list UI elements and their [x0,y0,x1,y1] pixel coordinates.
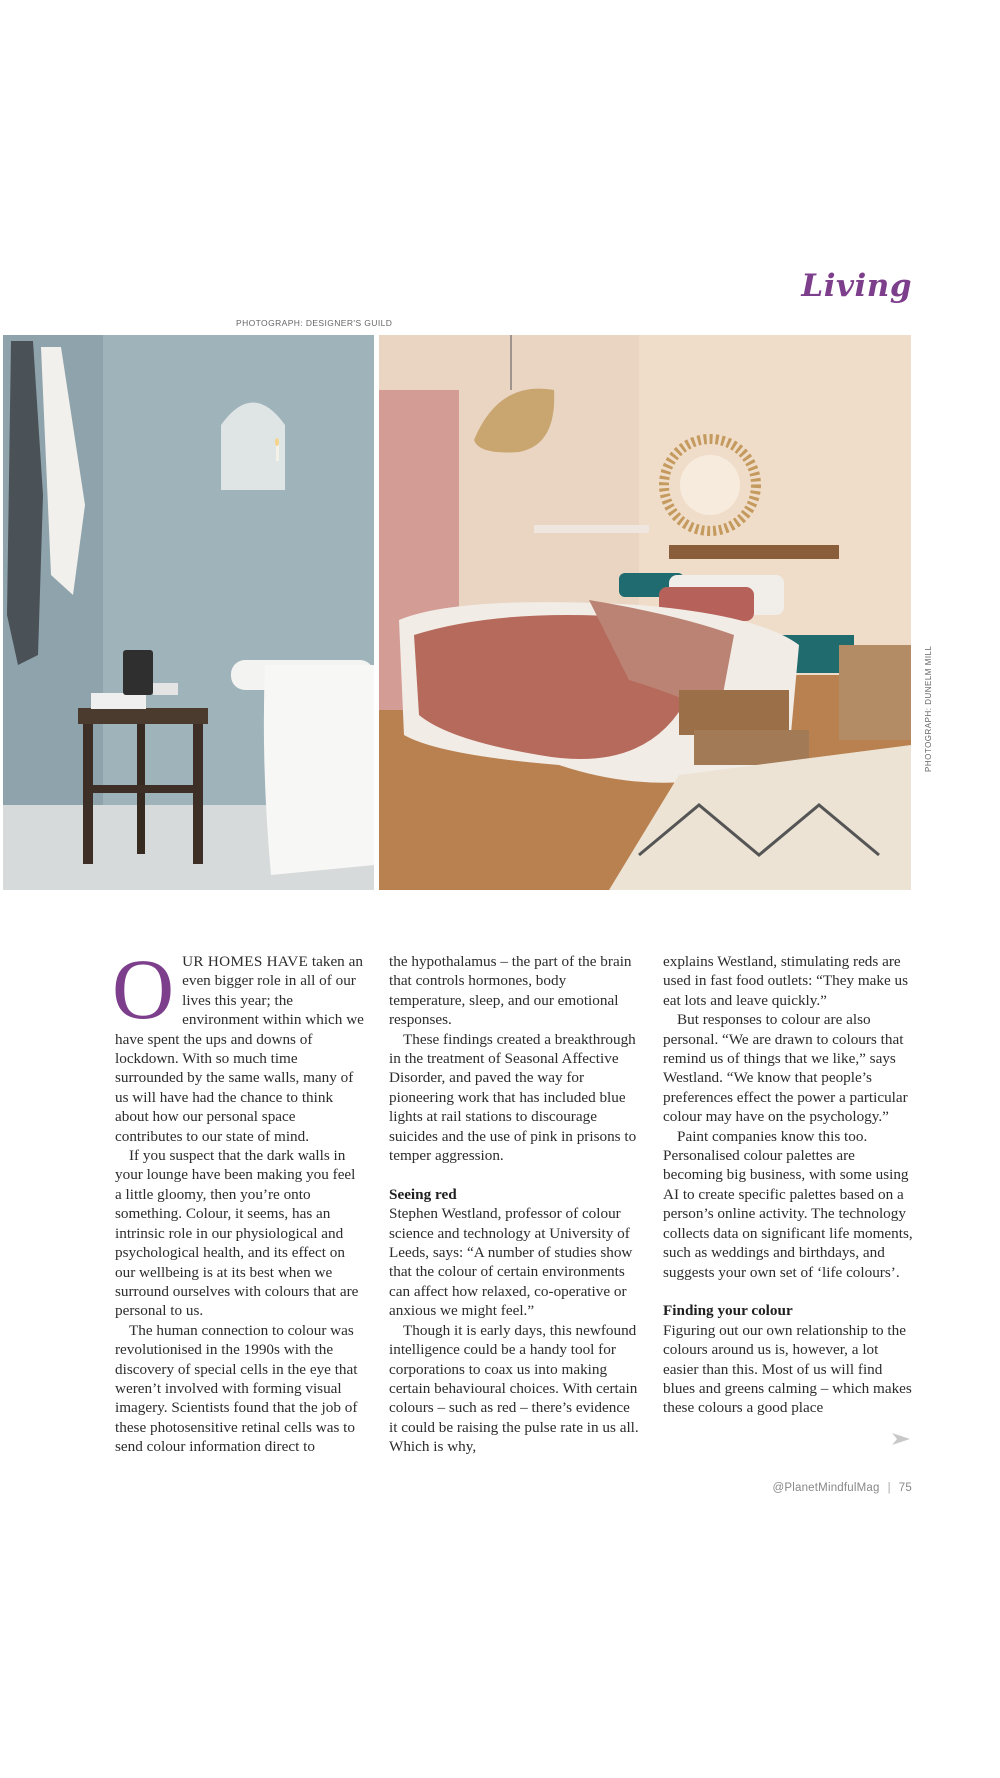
lead-in: UR HOMES HAVE [182,953,309,970]
paragraph: If you suspect that the dark walls in your lounge have been making you feel a little gloomy, then you’re onto something. Colour, it seems, has an intrinsic role in our physiological and psychological health, and its effect on our wellbeing is at its best when we surround ourselves with colours that are personal to us. [115,1147,359,1320]
paragraph: Paint companies know this too. Personalised colour palettes are becoming big business, with some using AI to create specific palettes based on a person’s online activity. The technology collects data on significant life moments, such as weddings and birthdays, and suggests your own set of ‘life colours’. [663,1127,913,1281]
page-number: 75 [898,1482,912,1494]
footer-handle: @PlanetMindfulMag [772,1482,880,1494]
photo-credit-top: PHOTOGRAPH: DESIGNER'S GUILD [236,318,393,328]
paragraph: But responses to colour are also personal. “We are drawn to colours that remind us of things that we like,” says Westland. “We know that people’s preferences effect the power a particular colour may have on the psychology.” [663,1011,908,1126]
paragraph: explains Westland, stimulating reds are used in fast food outlets: “They make us eat lots and leave quickly.” [663,953,909,1009]
paragraph-text: taken an even bigger role in all of our lives this year; the environment within which we have spent the ups and downs of lockdown. With so much time surrounded by the same walls, many of us will have had the chance to think about how our personal space contributes to our state of mind. [115,953,364,1145]
bedroom-illustration [379,335,911,890]
paragraph: Stephen Westland, professor of colour science and technology at University of Leeds, says: “A number of studies show that the colour of certain environments can affect how relaxed, co-operative or anxious we might feel.” [389,1205,633,1320]
bathroom-illustration [3,335,374,890]
continue-arrow-icon [892,1433,910,1445]
opening-paragraph [112,941,365,1146]
article-column-3 [663,952,913,1418]
section-label: Living [801,268,912,304]
bedroom-photo [379,335,911,890]
subheading-seeing-red: Seeing red [389,1185,457,1203]
paragraph: Figuring out our own relationship to the colours around us is, however, a lot easier than this. Most of us will find blues and greens calming – which makes these colours a good place [663,1321,912,1417]
paragraph: the hypothalamus – the part of the brain that controls hormones, body temperature, sleep, and our emotional responses. [389,953,632,1029]
paragraph: Though it is early days, this newfound intelligence could be a handy tool for corporations to coax us into making certain behavioural choices. With certain colours – such as red – there’s evidence it could be raising the pulse rate in us all. Which is why, [389,1321,639,1456]
article-column-1 [112,941,365,1457]
bathroom-photo [3,335,374,890]
article-column-2 [389,952,639,1457]
page-footer: @PlanetMindfulMag | 75 [772,1482,912,1494]
photo-credit-side: PHOTOGRAPH: DUNELM MILL [924,645,933,772]
paragraph: The human connection to colour was revolutionised in the 1990s with the discovery of special cells in the eye that weren’t involved with forming visual imagery. Scientists found that the job of these photosensitive retinal cells was to send colour information direct to [115,1321,358,1456]
drop-cap: O [112,941,175,1037]
subheading-finding-your-colour: Finding your colour [663,1302,793,1320]
paragraph: These findings created a breakthrough in the treatment of Seasonal Affective Disorder, and paved the way for pioneering work that has included blue lights at rail stations to discourage suicides and the use of pink in prisons to temper aggression. [389,1030,637,1165]
